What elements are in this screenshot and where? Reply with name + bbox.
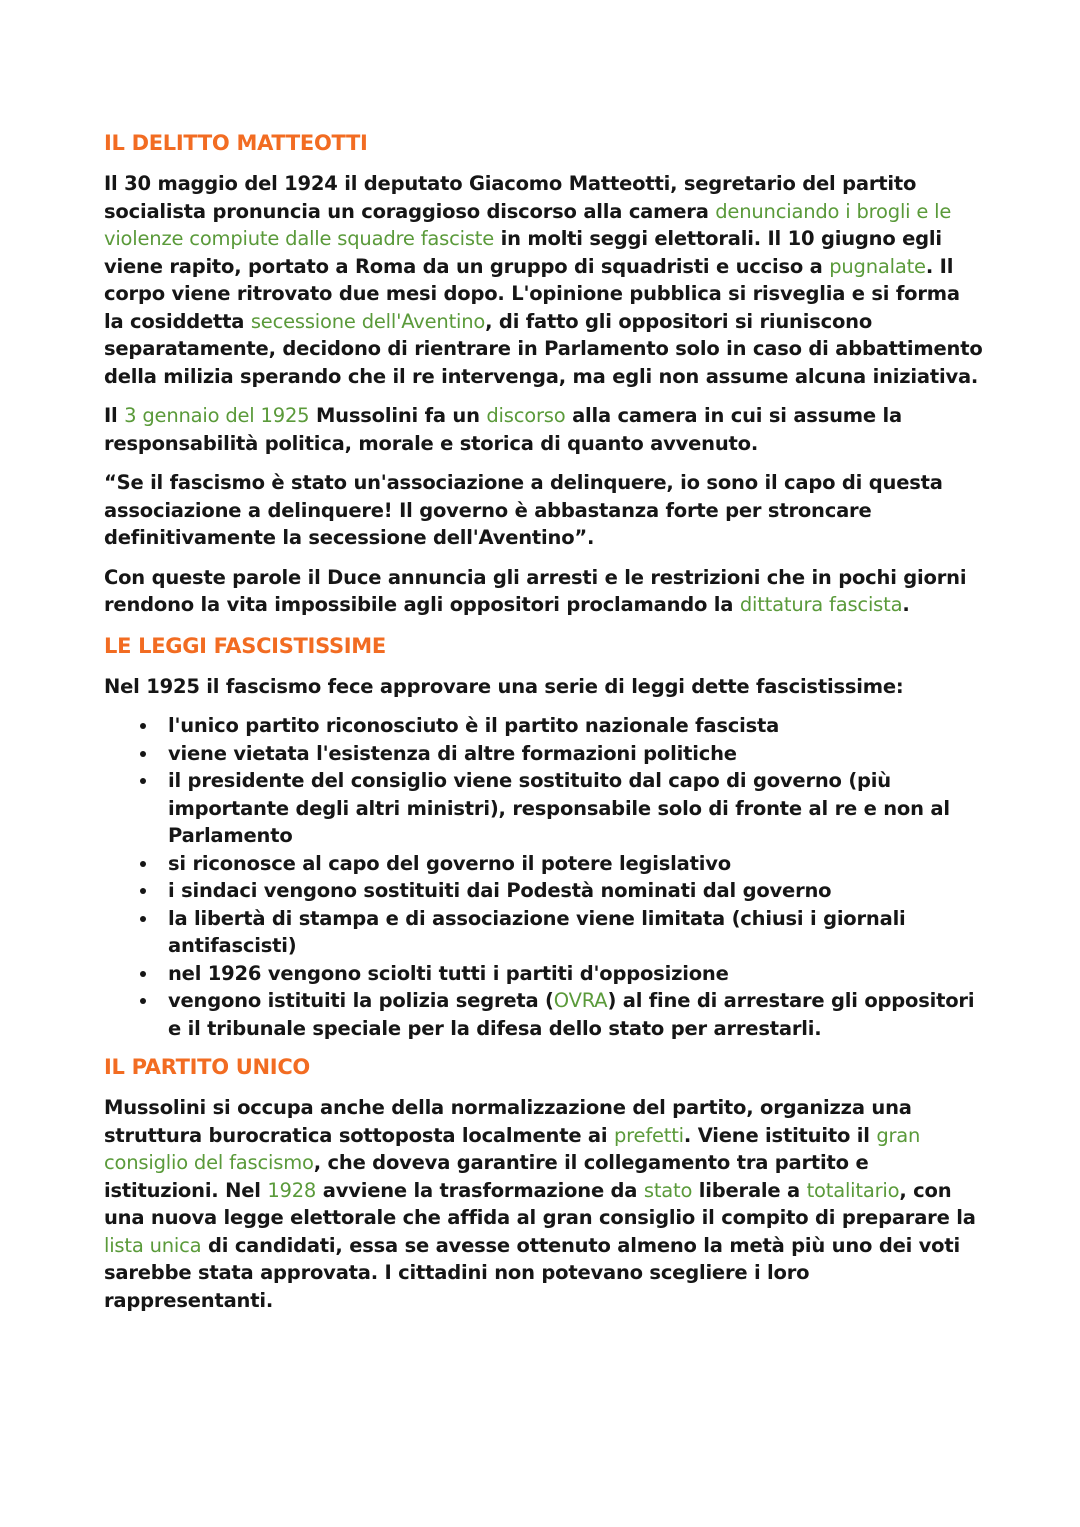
list-item: [168, 850, 984, 878]
list-item: [168, 905, 984, 960]
highlight-aventino: secessione dell'Aventino: [250, 309, 486, 333]
paragraph-delitto-1: [104, 170, 984, 390]
bullet-icon: [140, 916, 146, 922]
text-run: vengono istituiti la polizia segreta (: [168, 989, 554, 1012]
highlight-pugnalate: pugnalate: [829, 254, 926, 278]
bullet-icon: [140, 861, 146, 867]
list-item-text: si riconosce al capo del governo il potere legislativo: [168, 851, 731, 875]
text-run: Con queste parole il Duce annuncia gli arresti e le restrizioni che in pochi giorni rendono la vita impossibile agli oppositori proclamando la: [104, 565, 967, 616]
paragraph-delitto-2: [104, 402, 984, 457]
paragraph-partito: [104, 1094, 984, 1314]
text-run: Il: [104, 404, 125, 427]
quote-paragraph: “Se il fascismo è stato un'associazione a delinquere, io sono il capo di questa associazione a delinquere! Il governo è abbastanza forte per stroncare definitivamente la secessione dell'Aventino”.: [104, 471, 943, 549]
paragraph-leggi-intro: Nel 1925 il fascismo fece approvare una serie di leggi dette fascistissime:: [104, 674, 904, 698]
text-run: , che doveva garantire il collegamento tra partito e istituzioni. Nel: [104, 1151, 869, 1202]
text-run: in molti seggi elettorali. Il 10 giugno egli viene rapito, portato a Roma da un gruppo di squadristi e ucciso a: [104, 227, 942, 278]
list-item-text: l'unico partito riconosciuto è il partito nazionale fascista: [168, 714, 780, 737]
highlight-gran-consiglio: gran consiglio del fascismo: [104, 1123, 921, 1174]
list-item-text: viene vietata l'esistenza di altre formazioni politiche: [168, 741, 737, 765]
text-run: ) al fine di arrestare gli oppositori e il tribunale speciale per la difesa dello stato per arrestarli.: [168, 989, 975, 1040]
highlight-stato: stato: [643, 1178, 693, 1202]
text-run: liberale a: [692, 1178, 807, 1202]
list-item-text: i sindaci vengono sostituiti dai Podestà nominati dal governo: [168, 879, 832, 902]
text-run: , di fatto gli oppositori si riuniscono separatamente, decidono di rientrare in Parlamento solo in caso di abbattimento della milizia sperando che il re intervenga, ma egli non assume alcuna iniziativa.: [104, 309, 983, 388]
bullet-icon: [140, 888, 146, 894]
text-run: . Viene istituito il: [683, 1123, 877, 1147]
bullet-icon: [140, 751, 146, 757]
bullet-icon: [140, 998, 146, 1004]
text-run: Mussolini si occupa anche della normalizzazione del partito, organizza una struttura burocratica sottoposta localmente ai: [104, 1096, 912, 1147]
text-run: avviene la trasformazione da: [316, 1178, 644, 1202]
text-run: alla camera in cui si assume la responsabilità politica, morale e storica di quanto avvenuto.: [104, 404, 902, 455]
list-item: [168, 712, 984, 740]
text-run: . Il corpo viene ritrovato due mesi dopo. L'opinione pubblica si risveglia e si forma la cosiddetta: [104, 254, 960, 333]
text-run: , con una nuova legge elettorale che affida al gran consiglio il compito di preparare la: [104, 1178, 976, 1229]
list-item: [168, 987, 984, 1042]
paragraph-delitto-4: [104, 564, 984, 619]
highlight-date: 3 gennaio del 1925: [124, 404, 310, 427]
notes-page: [104, 128, 984, 1326]
list-item-text: il presidente del consiglio viene sostituito dal capo di governo (più importante degli altri ministri), responsabile solo di fronte al re e non al Parlamento: [168, 769, 950, 847]
highlight-1928: 1928: [267, 1178, 317, 1202]
highlight-dittatura: dittatura fascista: [739, 593, 903, 616]
list-item-text: nel 1926 vengono sciolti tutti i partiti d'opposizione: [168, 961, 729, 985]
list-item: [168, 767, 984, 850]
highlight-lista-unica: lista unica: [104, 1233, 202, 1257]
list-item: [168, 740, 984, 768]
heading-delitto-matteotti: IL DELITTO MATTEOTTI: [104, 131, 368, 155]
text-run: Il 30 maggio del 1924 il deputato Giacomo Matteotti, segretario del partito socialista pronuncia un coraggioso discorso alla camera: [104, 172, 917, 223]
heading-leggi-fascistissime: LE LEGGI FASCISTISSIME: [104, 633, 386, 658]
highlight-brogli: denunciando i brogli e le violenze compiute dalle squadre fasciste: [104, 199, 952, 250]
list-item: [168, 877, 984, 905]
bullet-icon: [140, 723, 146, 729]
highlight-prefetti: prefetti: [613, 1123, 684, 1147]
text-run: di candidati, essa se avesse ottenuto almeno la metà più uno dei voti sarebbe stata approvata. I cittadini non potevano scegliere i loro rappresentanti.: [104, 1233, 960, 1312]
bullet-icon: [140, 778, 146, 784]
leggi-list: [104, 712, 984, 1042]
bullet-icon: [140, 971, 146, 977]
list-item-text: la libertà di stampa e di associazione viene limitata (chiusi i giornali antifascisti): [168, 906, 906, 957]
text-run: .: [902, 593, 910, 616]
highlight-totalitario: totalitario: [806, 1178, 900, 1202]
list-item: [168, 960, 984, 988]
text-run: Mussolini fa un: [309, 404, 487, 427]
highlight-discorso: discorso: [486, 404, 566, 427]
heading-partito-unico: IL PARTITO UNICO: [104, 1055, 310, 1079]
highlight-ovra: OVRA: [553, 989, 608, 1012]
